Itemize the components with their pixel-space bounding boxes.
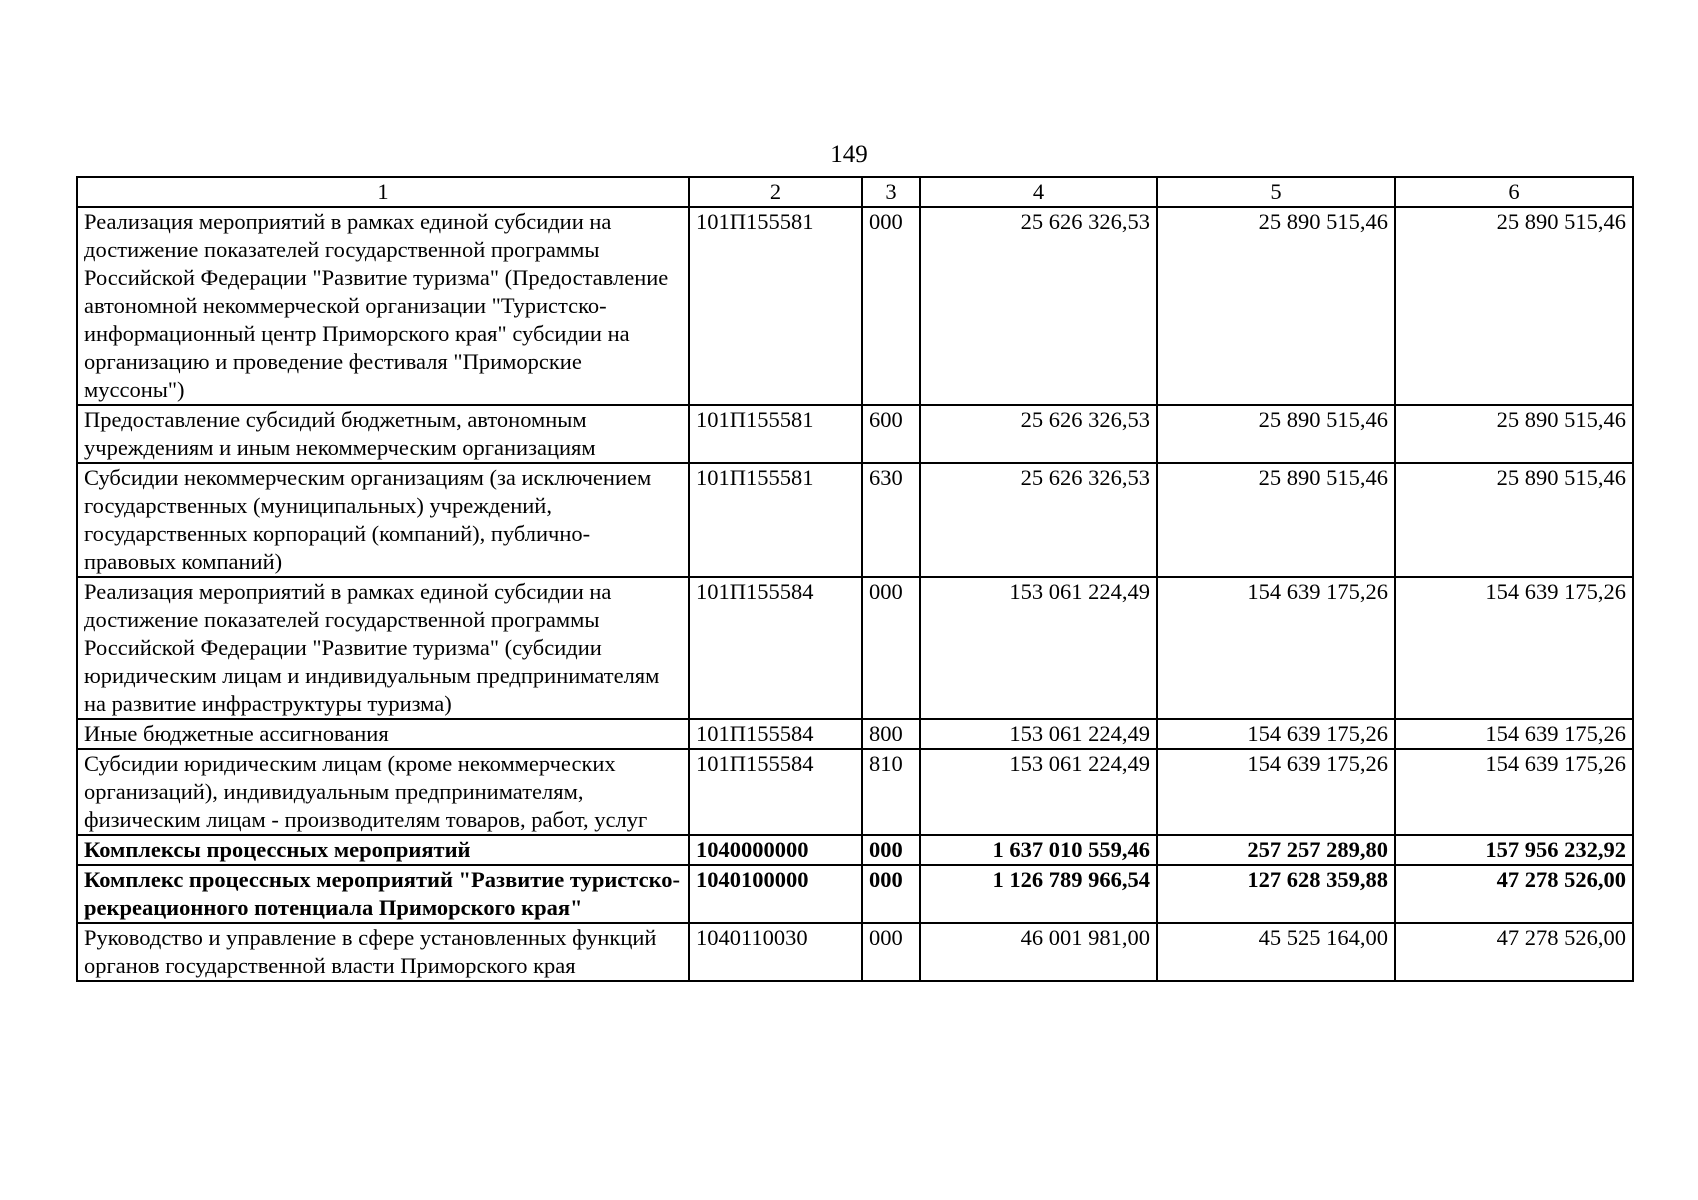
amount-col-5: 127 628 359,88 (1157, 865, 1395, 923)
table-row (77, 835, 1633, 865)
amount-col-6: 47 278 526,00 (1395, 865, 1633, 923)
header-col-4: 4 (920, 177, 1157, 207)
expense-type: 000 (862, 835, 920, 865)
item-name: Реализация мероприятий в рамках единой субсидии на достижение показателей государственной программы Российской Федерации "Развитие туризма" (субсидии юридическим лицам и индивидуальным предпринимателям на развитие инфраструктуры туризма) (77, 577, 689, 719)
expense-type: 810 (862, 749, 920, 835)
expense-type: 630 (862, 463, 920, 577)
amount-col-4: 153 061 224,49 (920, 719, 1157, 749)
expense-type: 000 (862, 577, 920, 719)
expense-type: 000 (862, 923, 920, 981)
amount-col-6: 154 639 175,26 (1395, 577, 1633, 719)
item-name: Предоставление субсидий бюджетным, автономным учреждениям и иным некоммерческим организациям (77, 405, 689, 463)
amount-col-6: 47 278 526,00 (1395, 923, 1633, 981)
target-code: 1040000000 (689, 835, 862, 865)
target-code: 101П155581 (689, 207, 862, 405)
item-name: Комплексы процессных мероприятий (77, 835, 689, 865)
amount-col-5: 154 639 175,26 (1157, 719, 1395, 749)
item-name: Реализация мероприятий в рамках единой субсидии на достижение показателей государственной программы Российской Федерации "Развитие туризма" (Предоставление автономной некоммерческой организации "Туристско-информационный центр Приморского края" субсидии на организацию и проведение фестиваля "Приморские муссоны") (77, 207, 689, 405)
item-name: Комплекс процессных мероприятий "Развитие туристско-рекреационного потенциала Приморского края" (77, 865, 689, 923)
amount-col-5: 154 639 175,26 (1157, 577, 1395, 719)
amount-col-4: 25 626 326,53 (920, 207, 1157, 405)
item-name: Субсидии некоммерческим организациям (за исключением государственных (муниципальных) учреждений, государственных корпораций (компаний), публично-правовых компаний) (77, 463, 689, 577)
amount-col-4: 153 061 224,49 (920, 577, 1157, 719)
expense-type: 000 (862, 865, 920, 923)
item-name: Иные бюджетные ассигнования (77, 719, 689, 749)
table-row (77, 865, 1633, 923)
amount-col-6: 25 890 515,46 (1395, 405, 1633, 463)
target-code: 101П155581 (689, 463, 862, 577)
amount-col-4: 25 626 326,53 (920, 405, 1157, 463)
amount-col-6: 154 639 175,26 (1395, 749, 1633, 835)
header-col-2: 2 (689, 177, 862, 207)
target-code: 101П155581 (689, 405, 862, 463)
target-code: 101П155584 (689, 577, 862, 719)
amount-col-5: 154 639 175,26 (1157, 749, 1395, 835)
target-code: 1040100000 (689, 865, 862, 923)
table-row (77, 405, 1633, 463)
page-number: 149 (830, 141, 868, 168)
table-row (77, 719, 1633, 749)
header-col-3: 3 (862, 177, 920, 207)
table-row (77, 207, 1633, 405)
amount-col-4: 46 001 981,00 (920, 923, 1157, 981)
table-row (77, 923, 1633, 981)
amount-col-4: 1 126 789 966,54 (920, 865, 1157, 923)
expense-type: 000 (862, 207, 920, 405)
expense-type: 800 (862, 719, 920, 749)
amount-col-6: 25 890 515,46 (1395, 207, 1633, 405)
budget-table (76, 176, 1634, 982)
amount-col-5: 25 890 515,46 (1157, 463, 1395, 577)
amount-col-4: 25 626 326,53 (920, 463, 1157, 577)
table-row (77, 463, 1633, 577)
header-col-1: 1 (77, 177, 689, 207)
item-name: Руководство и управление в сфере установленных функций органов государственной власти Приморского края (77, 923, 689, 981)
table-row (77, 577, 1633, 719)
amount-col-5: 257 257 289,80 (1157, 835, 1395, 865)
target-code: 101П155584 (689, 719, 862, 749)
amount-col-5: 45 525 164,00 (1157, 923, 1395, 981)
amount-col-6: 25 890 515,46 (1395, 463, 1633, 577)
table-row (77, 749, 1633, 835)
expense-type: 600 (862, 405, 920, 463)
amount-col-6: 157 956 232,92 (1395, 835, 1633, 865)
amount-col-5: 25 890 515,46 (1157, 405, 1395, 463)
amount-col-4: 153 061 224,49 (920, 749, 1157, 835)
header-col-5: 5 (1157, 177, 1395, 207)
target-code: 101П155584 (689, 749, 862, 835)
header-col-6: 6 (1395, 177, 1633, 207)
target-code: 1040110030 (689, 923, 862, 981)
amount-col-4: 1 637 010 559,46 (920, 835, 1157, 865)
header-row (77, 177, 1633, 207)
amount-col-5: 25 890 515,46 (1157, 207, 1395, 405)
amount-col-6: 154 639 175,26 (1395, 719, 1633, 749)
item-name: Субсидии юридическим лицам (кроме некоммерческих организаций), индивидуальным предпринимателям, физическим лицам - производителям товаров, работ, услуг (77, 749, 689, 835)
